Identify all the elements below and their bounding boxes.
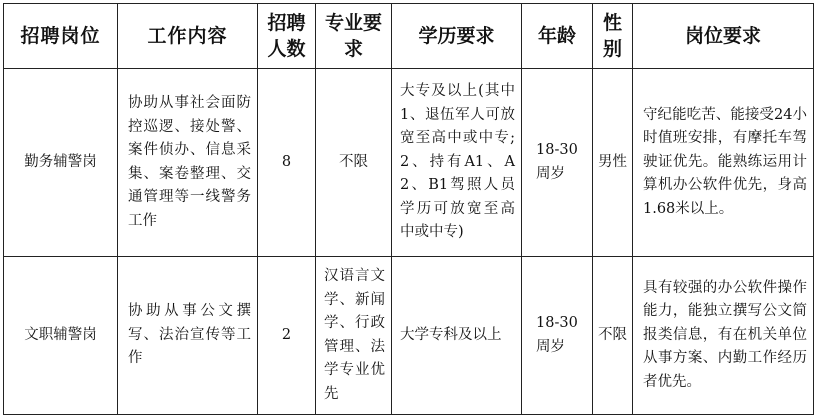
cell-requirements: 守纪能吃苦、能接受24小时值班安排，有摩托车驾驶证优先。能熟练运用计算机办公软件优先，身高1.68米以上。	[633, 69, 814, 257]
cell-age: 18-30周岁	[522, 257, 593, 415]
header-education: 学历要求	[392, 4, 522, 69]
cell-gender: 不限	[593, 257, 633, 415]
table-row	[4, 257, 814, 415]
cell-gender: 男性	[593, 69, 633, 257]
cell-age: 18-30周岁	[522, 69, 593, 257]
cell-position: 文职辅警岗	[4, 257, 118, 415]
header-major: 专业要求	[316, 4, 392, 69]
cell-count: 2	[258, 257, 316, 415]
header-age: 年龄	[522, 4, 593, 69]
cell-major: 不限	[316, 69, 392, 257]
header-requirements: 岗位要求	[633, 4, 814, 69]
header-count: 招聘人数	[258, 4, 316, 69]
cell-duties: 协助从事公文撰写、法治宣传等工作	[118, 257, 258, 415]
recruitment-table	[3, 3, 814, 415]
header-row	[4, 4, 814, 69]
cell-position: 勤务辅警岗	[4, 69, 118, 257]
header-gender: 性别	[593, 4, 633, 69]
header-duties: 工作内容	[118, 4, 258, 69]
cell-duties: 协助从事社会面防控巡逻、接处警、案件侦办、信息采集、案卷整理、交通管理等一线警务工作	[118, 69, 258, 257]
cell-major: 汉语言文学、新闻学、行政管理、法学专业优先	[316, 257, 392, 415]
table-row	[4, 69, 814, 257]
cell-count: 8	[258, 69, 316, 257]
cell-education: 大学专科及以上	[392, 257, 522, 415]
header-position: 招聘岗位	[4, 4, 118, 69]
cell-requirements: 具有较强的办公软件操作能力，能独立撰写公文简报类信息，有在机关单位从事方案、内勤工作经历者优先。	[633, 257, 814, 415]
cell-education: 大专及以上(其中1、退伍军人可放宽至高中或中专;2、持有A1、A2、B1驾照人员学历可放宽至高中或中专)	[392, 69, 522, 257]
